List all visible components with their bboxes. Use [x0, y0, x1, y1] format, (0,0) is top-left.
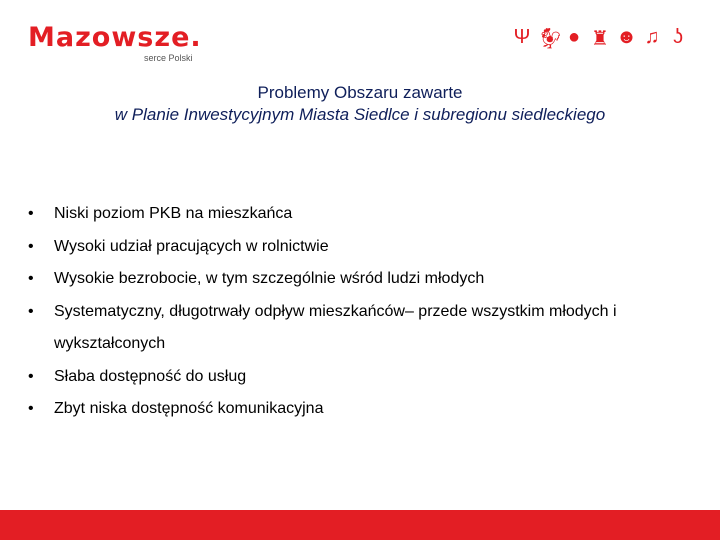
list-item: • Niski poziom PKB na mieszkańca	[28, 198, 708, 231]
list-item-text: Wysoki udział pracujących w rolnictwie	[54, 237, 329, 255]
footer-bar	[0, 510, 720, 540]
logo-tagline: serce Polski	[144, 53, 193, 63]
list-item: • Wysoki udział pracujących w rolnictwie	[28, 231, 708, 264]
theater-mask-icon: ☻	[616, 26, 638, 48]
list-item: • Zbyt niska dostępność komunikacyjna	[28, 393, 708, 426]
list-item: • Słaba dostępność do usług	[28, 361, 708, 394]
plant-icon: Ψ	[513, 26, 531, 48]
list-item: • Systematyczny, długotrwały odpływ mieszkańców– przede wszystkim młodych i	[28, 296, 708, 329]
castle-icon: ♜	[591, 28, 609, 50]
list-item-text: wykształconych	[54, 335, 166, 352]
list-item-text: Niski poziom PKB na mieszkańca	[54, 205, 293, 222]
list-item-continuation	[28, 328, 708, 361]
list-item-text: Systematyczny, długotrwały odpływ mieszkańców– przede wszystkim młodych i	[54, 302, 617, 320]
face-profile-icon: ʖ	[673, 26, 683, 48]
bullet-list	[28, 198, 708, 426]
slide-title	[0, 82, 720, 126]
list-item-text: Wysokie bezrobocie, w tym szczególnie wśród ludzi młodych	[54, 270, 485, 287]
rooster-icon: 🐓︎	[538, 28, 564, 50]
list-item-text: Słaba dostępność do usług	[54, 367, 247, 385]
mazowsze-logo: Mazowsze.	[28, 22, 202, 53]
icon-strip	[512, 26, 688, 51]
list-item: • Wysokie bezrobocie, w tym szczególnie wśród ludzi młodych	[28, 263, 708, 296]
music-note-icon: ♫	[644, 26, 660, 48]
planet-icon: ●	[567, 26, 581, 48]
title-line-1: Problemy Obszaru zawarte	[257, 83, 463, 102]
title-line-2: w Planie Inwestycyjnym Miasta Siedlce i subregionu siedleckiego	[114, 105, 606, 124]
list-item-text: Zbyt niska dostępność komunikacyjna	[54, 400, 324, 417]
